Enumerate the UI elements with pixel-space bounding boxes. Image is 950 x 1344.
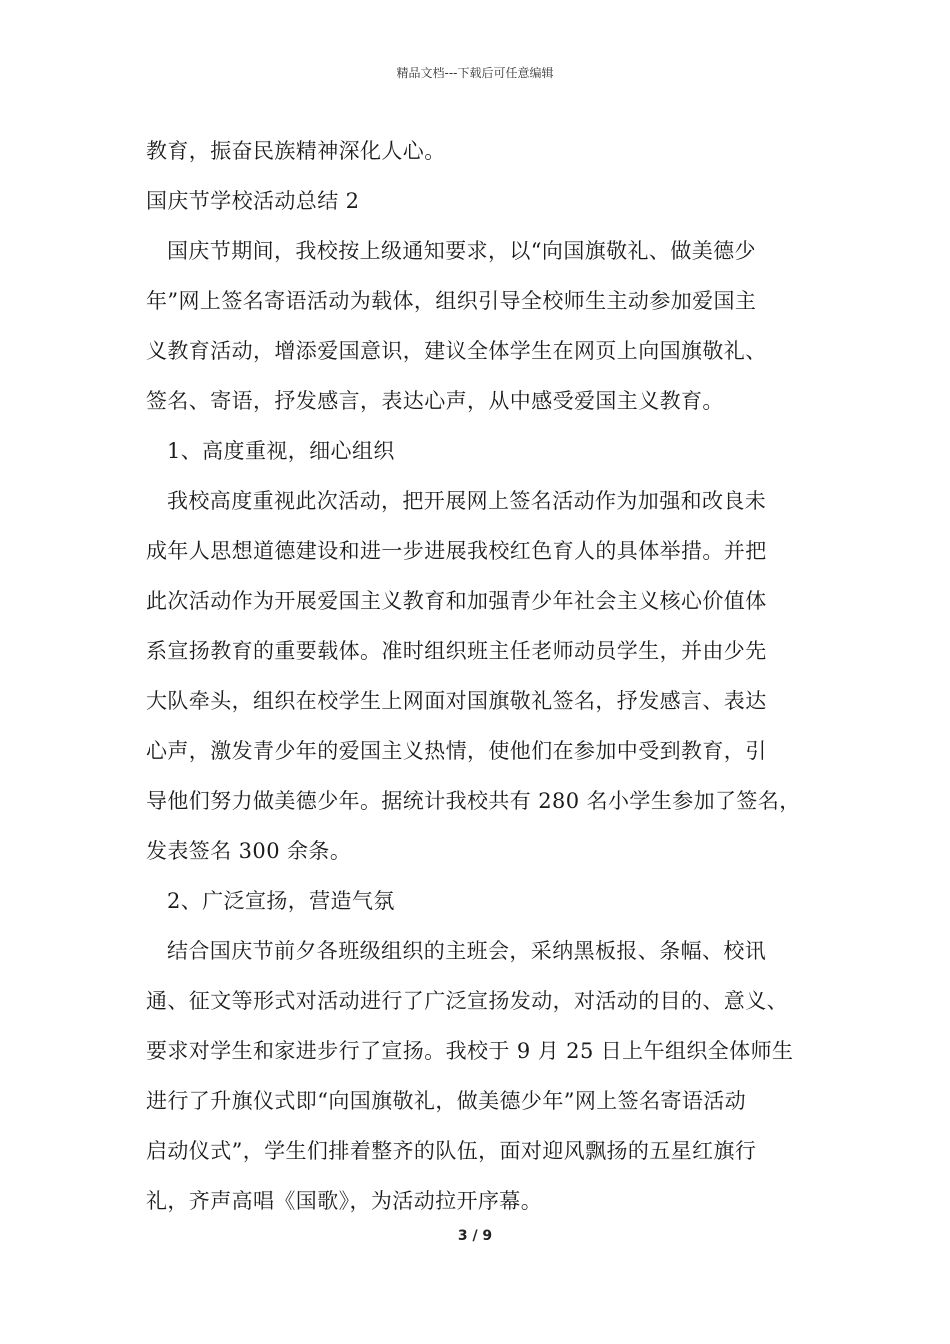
paragraph-line: 签名、寄语，抒发感言，表达心声，从中感受爱国主义教育。 — [146, 389, 724, 413]
paragraph-line: 要求对学生和家进步行了宣扬。我校于 9 月 25 日上午组织全体师生 — [146, 1039, 794, 1063]
subsection-heading: 2、广泛宣扬，营造气氛 — [167, 889, 395, 913]
paragraph-line: 年”网上签名寄语活动为载体，组织引导全校师生主动参加爱国主 — [146, 289, 757, 313]
page-header: 精品文档---下载后可任意编辑 — [396, 66, 554, 80]
paragraph-line: 进行了升旗仪式即“向国旗敬礼，做美德少年”网上签名寄语活动 — [146, 1089, 747, 1113]
page-number: 3 / 9 — [457, 1228, 493, 1244]
paragraph-line: 导他们努力做美德少年。据统计我校共有 280 名小学生参加了签名， — [146, 789, 801, 813]
paragraph-line: 心声，激发青少年的爱国主义热情，使他们在参加中受到教育，引 — [146, 739, 767, 763]
paragraph-line: 我校高度重视此次活动，把开展网上签名活动作为加强和改良未 — [167, 489, 767, 513]
paragraph-line: 礼，齐声高唱《国歌》，为活动拉开序幕。 — [146, 1189, 543, 1213]
paragraph-line: 成年人思想道德建设和进一步进展我校红色育人的具体举措。并把 — [146, 539, 767, 563]
paragraph-line: 通、征文等形式对活动进行了广泛宣扬发动，对活动的目的、意义、 — [146, 989, 788, 1013]
document-body — [146, 126, 836, 1226]
subsection-heading: 1、高度重视，细心组织 — [167, 439, 395, 463]
paragraph-line: 教育，振奋民族精神深化人心。 — [146, 139, 446, 163]
paragraph-line: 大队牵头，组织在校学生上网面对国旗敬礼签名，抒发感言、表达 — [146, 689, 767, 713]
paragraph-line: 结合国庆节前夕各班级组织的主班会，采纳黑板报、条幅、校讯 — [167, 939, 767, 963]
paragraph-line: 义教育活动，增添爱国意识，建议全体学生在网页上向国旗敬礼、 — [146, 339, 767, 363]
section-title: 国庆节学校活动总结 2 — [146, 189, 360, 213]
paragraph-line: 此次活动作为开展爱国主义教育和加强青少年社会主义核心价值体 — [146, 589, 767, 613]
paragraph-line: 国庆节期间，我校按上级通知要求，以“向国旗敬礼、做美德少 — [167, 239, 756, 263]
paragraph-line: 发表签名 300 余条。 — [146, 839, 352, 863]
paragraph-line: 系宣扬教育的重要载体。准时组织班主任老师动员学生，并由少先 — [146, 639, 767, 663]
paragraph-line: 启动仪式”，学生们排着整齐的队伍，面对迎风飘扬的五星红旗行 — [146, 1139, 757, 1163]
